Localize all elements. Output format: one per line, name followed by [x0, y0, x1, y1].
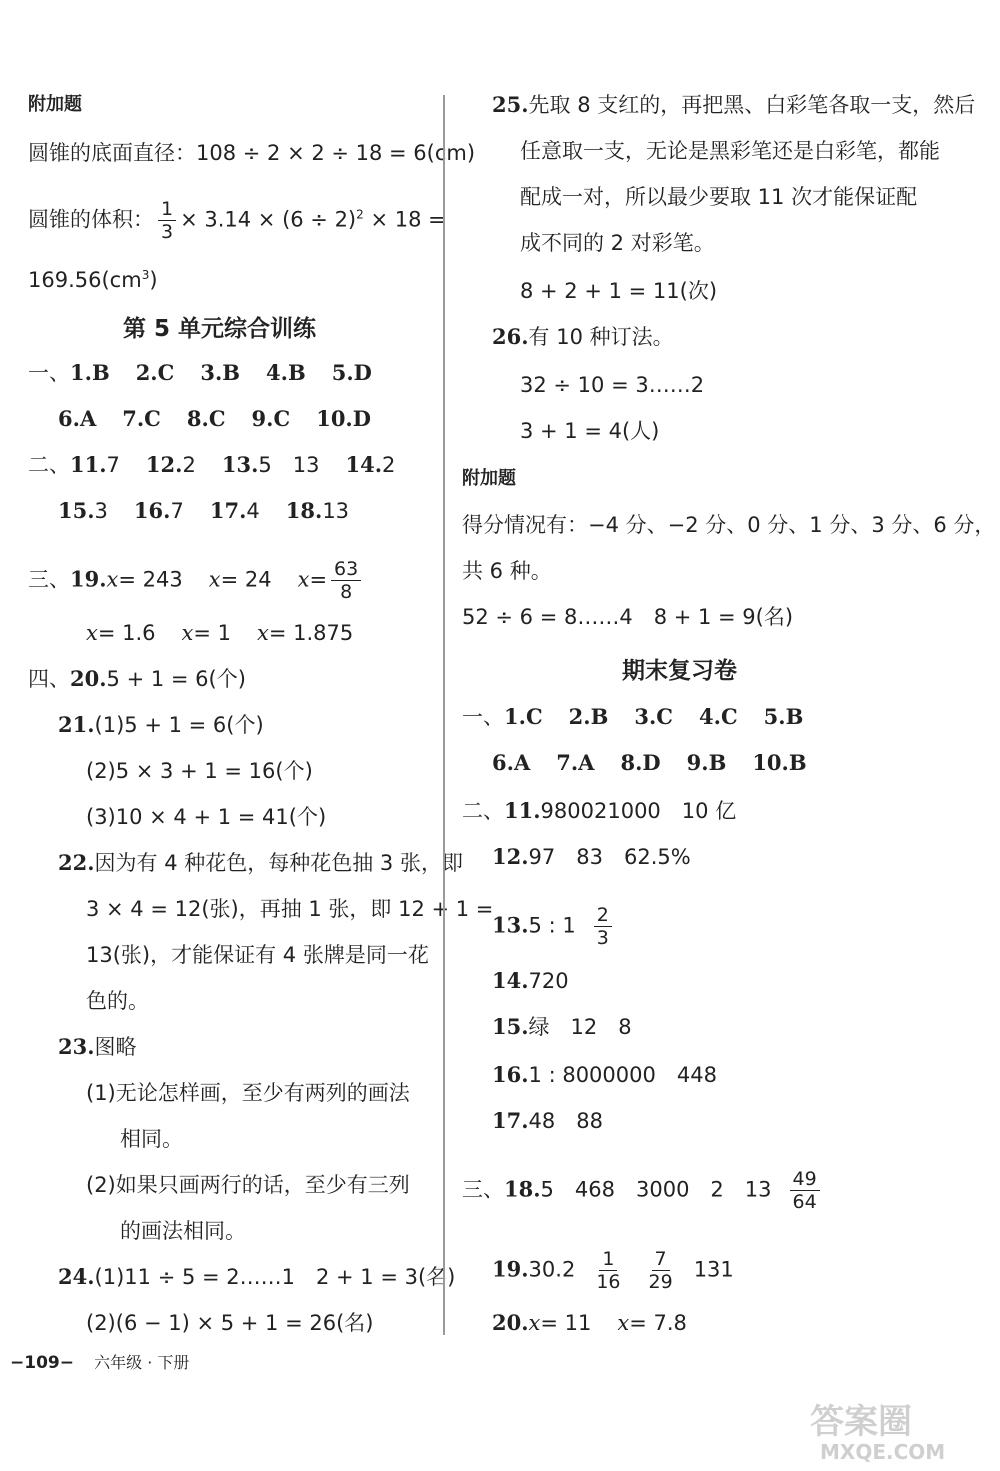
final-q12: 12.97 83 62.5% — [492, 844, 691, 869]
final-q20: 20.x= 11 x= 7.8 — [492, 1310, 687, 1335]
final-section1-row2: 6.A 7.A 8.D 9.B 10.B — [492, 750, 807, 775]
unit5-q22-3: 13(张)，才能保证有 4 张牌是同一花 — [86, 943, 429, 967]
right-fujia-line3: 52 ÷ 6 = 8……4 8 + 1 = 9(名) — [462, 605, 794, 629]
unit5-title: 第 5 单元综合训练 — [123, 316, 317, 342]
q25-line2: 任意取一支，无论是黑彩笔还是白彩笔，都能 — [520, 139, 940, 163]
unit5-q21-2: (2)5 × 3 + 1 = 16(个) — [86, 759, 313, 783]
final-q15: 15.绿 12 8 — [492, 1014, 632, 1039]
final-q13: 13.5 : 1 $\frac{2}{3}$ — [492, 904, 616, 949]
unit5-q24-2: (2)(6 − 1) × 5 + 1 = 26(名) — [86, 1311, 374, 1335]
unit5-q23-2a: (2)如果只画两行的话，至少有三列 — [86, 1173, 410, 1197]
unit5-section1-row2: 6.A 7.C 8.C 9.C 10.D — [58, 406, 371, 431]
q26-line2: 32 ÷ 10 = 3……2 — [520, 373, 705, 397]
unit5-q23-1a: (1)无论怎样画，至少有两列的画法 — [86, 1081, 410, 1105]
q26-line1: 26.有 10 种订法。 — [492, 324, 674, 349]
final-q16: 16.1 : 8000000 448 — [492, 1062, 717, 1087]
unit5-q23-2b: 的画法相同。 — [120, 1219, 246, 1243]
watermark-logo — [800, 1395, 990, 1465]
q25-line5: 8 + 2 + 1 = 11(次) — [520, 279, 718, 303]
watermark-url: MXQE.COM — [820, 1440, 946, 1464]
final-q18: 三、18.5 468 3000 2 13 $\frac{49}{64}$ — [462, 1168, 824, 1213]
column-divider — [443, 95, 445, 1335]
final-q17: 17.48 88 — [492, 1108, 603, 1133]
unit5-q20: 四、20.5 + 1 = 6(个) — [28, 666, 246, 691]
final-section1-row1: 一、1.C 2.B 3.C 4.C 5.B — [462, 704, 804, 729]
unit5-q23-1b: 相同。 — [120, 1127, 183, 1151]
grade-label: 六年级 · 下册 — [94, 1353, 190, 1372]
unit5-q21-3: (3)10 × 4 + 1 = 41(个) — [86, 805, 327, 829]
q25-line1: 25.先取 8 支红的，再把黑、白彩笔各取一支，然后 — [492, 92, 976, 117]
unit5-q24-1: 24.(1)11 ÷ 5 = 2……1 2 + 1 = 3(名) — [58, 1264, 456, 1289]
unit5-q23: 23.图略 — [58, 1034, 137, 1059]
left-cone-volume-result: $169.56(cm^3)$ — [28, 268, 158, 292]
unit5-q22-2: 3 × 4 = 12(张)，再抽 1 张，即 12 + 1 = — [86, 897, 494, 921]
right-fujia-line2: 共 6 种。 — [462, 559, 552, 583]
unit5-q19-row1: 三、19.x= 243 x= 24 x= $\frac{63}{8}$ — [28, 558, 365, 603]
unit5-section2-row1: 二、11.7 12.2 13.5 13 14.2 — [28, 452, 396, 477]
fraction: $\frac{1}{16}$ — [596, 1248, 621, 1293]
final-q11: 二、11.980021000 10 亿 — [462, 798, 737, 823]
q25-line4: 成不同的 2 对彩笔。 — [520, 231, 715, 255]
unit5-section2-row2: 15.3 16.7 17.4 18.13 — [58, 498, 350, 523]
right-fujia-title: 附加题 — [462, 468, 516, 489]
final-q19: 19.30.2 $\frac{1}{16}$ $\frac{7}{29}$ 131 — [492, 1248, 734, 1293]
fraction: $\frac{2}{3}$ — [594, 904, 612, 949]
unit5-section1-row1: 一、1.B 2.C 3.B 4.B 5.D — [28, 360, 372, 385]
page-number: −109− — [10, 1353, 74, 1373]
watermark-text: 答案圈 — [810, 1402, 912, 1442]
q25-line3: 配成一对，所以最少要取 11 次才能保证配 — [520, 185, 918, 209]
right-fujia-line1: 得分情况有：−4 分、−2 分、0 分、1 分、3 分、6 分， — [462, 513, 996, 537]
q26-line3: 3 + 1 = 4(人) — [520, 419, 660, 443]
unit5-q19-row2: x= 1.6 x= 1 x= 1.875 — [86, 621, 354, 645]
fraction: $\frac{63}{8}$ — [331, 558, 361, 603]
fraction: $\frac{49}{64}$ — [790, 1168, 820, 1213]
unit5-q21-1: 21.(1)5 + 1 = 6(个) — [58, 712, 264, 737]
left-cone-volume: 圆锥的体积： $\frac{1}{3}$ × $3.14 \times (6 \div 2)^2 \times 18$ = — [28, 198, 446, 243]
unit5-q22-4: 色的。 — [86, 989, 149, 1013]
page-footer — [10, 1350, 189, 1373]
fraction: $\frac{1}{3}$ — [158, 198, 176, 243]
fraction: $\frac{7}{29}$ — [648, 1248, 673, 1293]
final-q14: 14.720 — [492, 968, 569, 993]
left-fujia-title: 附加题 — [28, 94, 82, 115]
left-cone-diameter: 圆锥的底面直径：108 ÷ 2 × 2 ÷ 18 = 6(cm) — [28, 141, 476, 165]
final-review-title: 期末复习卷 — [622, 658, 737, 684]
unit5-q22-1: 22.因为有 4 种花色，每种花色抽 3 张，即 — [58, 850, 463, 875]
